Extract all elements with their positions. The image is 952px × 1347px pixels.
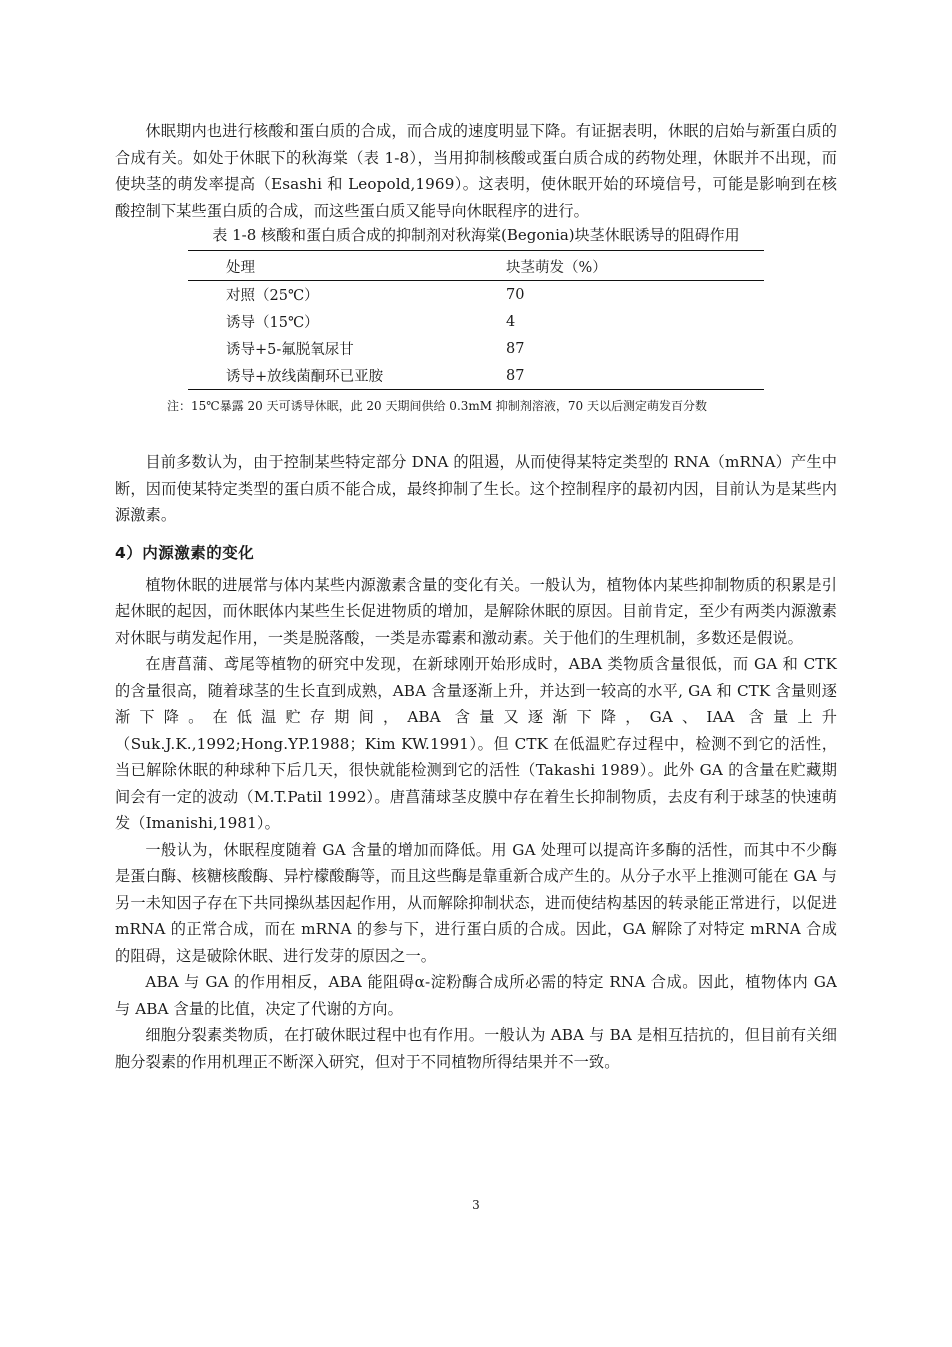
table-row	[188, 308, 764, 335]
paragraph-dna-repression: 目前多数认为，由于控制某些特定部分 DNA 的阻遏，从而使得某特定类型的 RNA（mRNA）产生中断，因而使某特定类型的蛋白质不能合成，最终抑制了生长。这个控制程序的最初内因，目前认为是某些内源激素。	[115, 453, 837, 524]
paragraph-gladiolus-study: 在唐菖蒲、鸢尾等植物的研究中发现，在新球刚开始形成时，ABA 类物质含量很低，而 GA 和 CTK 的含量很高，随着球茎的生长直到成熟，ABA 含量逐渐上升，并达到一较高的水平, GA 和 CTK 含量则逐渐下降。在低温贮存期间，ABA 含量又逐渐下降，GA、IAA 含量上升（Suk.J.K.,1992;Hong.YP.1988；Kim KW.1991）。但 CTK 在低温贮存过程中，检测不到它的活性，当已解除休眠的种球种下后几天，很快就能检测到它的活性（Takashi 1989）。此外 GA 的含量在贮藏期间会有一定的波动（M.T.Patil 1992）。唐菖蒲球茎皮膜中存在着生长抑制物质，去皮有利于球茎的快速萌发（Imanishi,1981）。	[115, 655, 837, 832]
table-note: 注：15℃暴露 20 天可诱导休眠，此 20 天期间供给 0.3mM 抑制剂溶液，70 天以后测定萌发百分数	[167, 399, 707, 413]
cell-germination: 70	[506, 286, 525, 303]
cell-germination: 87	[486, 362, 764, 390]
section-heading: 4）内源激素的变化	[115, 543, 255, 562]
cell-germination: 4	[506, 313, 516, 330]
header-treatment: 处理	[188, 251, 486, 281]
cell-treatment: 诱导（15℃）	[226, 315, 319, 331]
paragraph-cytokinin: 细胞分裂素类物质，在打破休眠过程中也有作用。一般认为 ABA 与 BA 是相互拮抗的，但目前有关细胞分裂素的作用机理正不断深入研究，但对于不同植物所得结果并不一致。	[115, 1026, 837, 1071]
table-row	[188, 281, 764, 309]
paragraph-aba-ga: ABA 与 GA 的作用相反，ABA 能阻碍α-淀粉酶合成所必需的特定 RNA 合成。因此，植物体内 GA 与 ABA 含量的比值，决定了代谢的方向。	[115, 973, 837, 1018]
page-number: 3	[472, 1198, 480, 1212]
cell-germination: 87	[506, 340, 525, 357]
table-row	[188, 362, 764, 390]
paragraph-dormancy-protein: 休眠期内也进行核酸和蛋白质的合成，而合成的速度明显下降。有证据表明，休眠的启始与新蛋白质的合成有关。如处于休眠下的秋海棠（表 1-8），当用抑制核酸或蛋白质合成的药物处理，休眠并不出现，而使块茎的萌发率提高（Esashi 和 Leopold,1969）。这表明，使休眠开始的环境信号，可能是影响到在核酸控制下某些蛋白质的合成，而这些蛋白质又能导向休眠程序的进行。	[115, 122, 837, 220]
spacer	[115, 416, 837, 449]
table-header-row	[188, 251, 764, 281]
table-caption: 表 1-8 核酸和蛋白质合成的抑制剂对秋海棠(Begonia)块茎休眠诱导的阻碍作用	[212, 226, 740, 244]
paragraph-ga-enzymes: 一般认为，休眠程度随着 GA 含量的增加而降低。用 GA 处理可以提高许多酶的活性，而其中不少酶是蛋白酶、核糖核酸酶、异柠檬酸酶等，而且这些酶是靠重新合成产生的。从分子水平上推测可能在 GA 与另一未知因子存在下共同操纵基因起作用，从而解除抑制状态，进而使结构基因的转录能正常进行，以促进 mRNA 的正常合成，而在 mRNA 的参与下，进行蛋白质的合成。因此，GA 解除了对特定 mRNA 合成的阻碍，这是破除休眠、进行发芽的原因之一。	[115, 840, 837, 965]
cell-treatment: 诱导+放线菌酮环已亚胺	[188, 362, 486, 390]
table-row	[188, 335, 764, 362]
paragraph-hormone-intro: 植物休眠的进展常与体内某些内源激素含量的变化有关。一般认为，植物体内某些抑制物质的积累是引起休眠的起因，而休眠体内某些生长促进物质的增加，是解除休眠的原因。目前肯定，至少有两类内源激素对休眠与萌发起作用，一类是脱落酸，一类是赤霉素和激动素。关于他们的生理机制，多数还是假说。	[115, 575, 837, 647]
page-content	[115, 118, 837, 1075]
header-germination: 块茎萌发（%）	[486, 251, 764, 281]
cell-treatment: 诱导+5-氟脱氧尿甘	[226, 342, 354, 358]
inhibitor-table	[188, 250, 764, 390]
cell-treatment: 对照（25℃）	[226, 288, 319, 304]
